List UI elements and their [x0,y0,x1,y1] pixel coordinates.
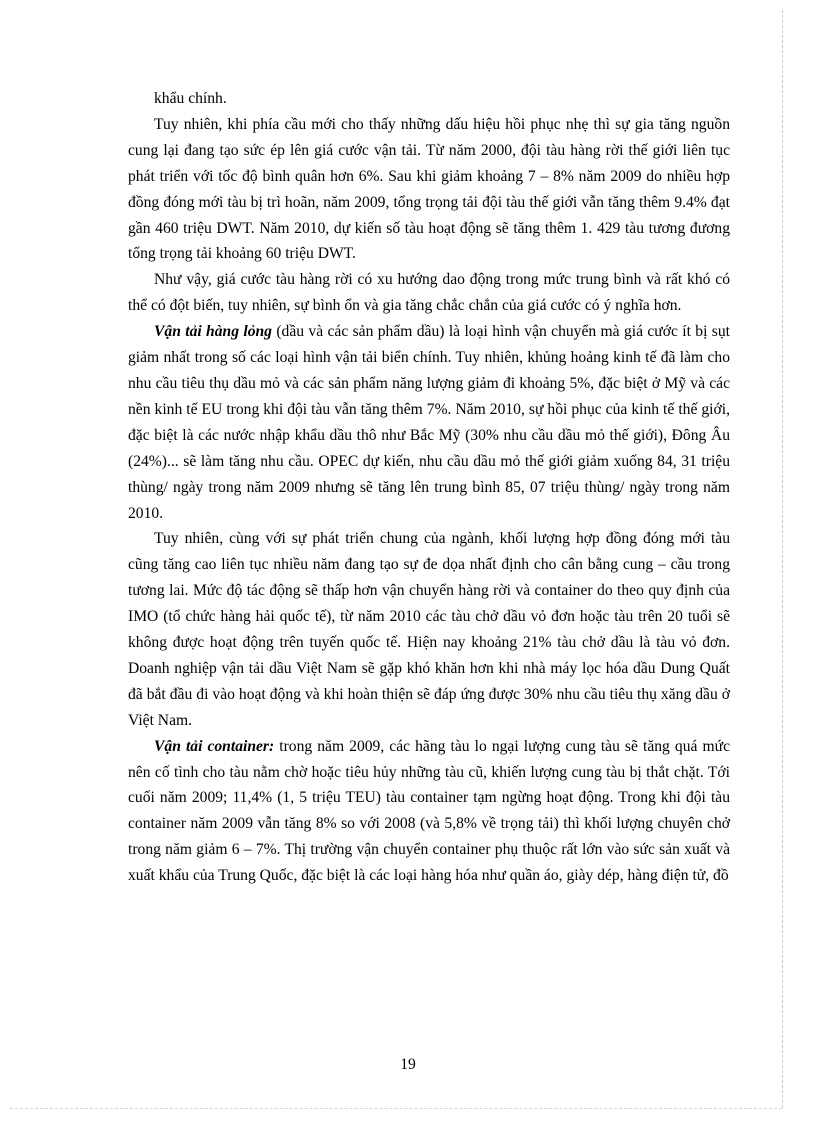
paragraph [128,112,730,267]
paragraph-lead-heading: Vận tải container: [154,737,275,755]
paragraph [128,319,730,526]
page-number: 19 [400,1056,416,1073]
paragraph-text: Tuy nhiên, cùng với sự phát triển chung của ngành, khối lượng hợp đồng đóng mới tàu cũng tăng cao liên tục nhiều năm đang tạo sự đe dọa nhất định cho cân bằng cung – cầu trong tương lai. Mức độ tác động sẽ thấp hơn vận chuyển hàng rời và container do theo quy định của IMO (tổ chức hàng hải quốc tế), từ năm 2010 các tàu chở dầu vỏ đơn hoặc tàu trên 20 tuổi sẽ không được hoạt động trên tuyến quốc tế. Hiện nay khoảng 21% tàu chở dầu là tàu vỏ đơn. Doanh nghiệp vận tải dầu Việt Nam sẽ gặp khó khăn hơn khi nhà máy lọc hóa dầu Dung Quất đã bắt đầu đi vào hoạt động và khi hoàn thiện sẽ đáp ứng được 30% nhu cầu tiêu thụ xăng dầu ở Việt Nam. [128,530,730,729]
document-body [128,86,730,889]
paragraph-lead-heading: Vận tải hàng lỏng [154,323,272,341]
page-border-bottom [10,1108,782,1109]
paragraph [128,526,730,733]
paragraph-text: (dầu và các sản phẩm dầu) là loại hình vận chuyển mà giá cước ít bị sụt giảm nhất trong số các loại hình vận tải biển chính. Tuy nhiên, khủng hoảng kinh tế đã làm cho nhu cầu tiêu thụ dầu mỏ và các sản phẩm năng lượng giảm đi khoảng 5%, đặc biệt ở Mỹ và các nền kinh tế EU trong khi đội tàu vẫn tăng thêm 7%. Năm 2010, sự hồi phục của kinh tế thế giới, đặc biệt là các nước nhập khẩu dầu thô như Bắc Mỹ (30% nhu cầu dầu mỏ thế giới), Đông Âu (24%)... sẽ làm tăng nhu cầu. OPEC dự kiến, nhu cầu dầu mỏ thế giới giảm xuống 84, 31 triệu thùng/ ngày trong năm 2009 nhưng sẽ tăng lên trung bình 85, 07 triệu thùng/ ngày trong năm 2010. [128,323,730,522]
paragraph-text: trong năm 2009, các hãng tàu lo ngại lượng cung tàu sẽ tăng quá mức nên cố tình cho tàu nằm chờ hoặc tiêu hủy những tàu cũ, khiến lượng cung tàu bị thắt chặt. Tới cuối năm 2009; 11,4% (1, 5 triệu TEU) tàu container tạm ngừng hoạt động. Trong khi đội tàu container năm 2009 vẫn tăng 8% so với 2008 (và 5,8% về trọng tải) thì khối lượng chuyên chở trong năm giảm 6 – 7%. Thị trường vận chuyển container phụ thuộc rất lớn vào sức sản xuất và xuất khẩu của Trung Quốc, đặc biệt là các loại hàng hóa như quần áo, giày dép, hàng điện tử, đồ [128,737,730,885]
paragraph-text: Như vậy, giá cước tàu hàng rời có xu hướng dao động trong mức trung bình và rất khó có thể có đột biến, tuy nhiên, sự bình ổn và gia tăng chắc chắn của giá cước có ý nghĩa hơn. [128,271,730,315]
paragraph-text: khẩu chính. [154,90,227,107]
paragraph [128,734,730,889]
paragraph [128,267,730,319]
page-border-right [782,10,783,1108]
paragraph-text: Tuy nhiên, khi phía cầu mới cho thấy những dấu hiệu hồi phục nhẹ thì sự gia tăng nguồn cung lại đang tạo sức ép lên giá cước vận tải. Từ năm 2000, đội tàu hàng rời thế giới liên tục phát triển với tốc độ bình quân hơn 6%. Sau khi giảm khoảng 7 – 8% năm 2009 do nhiều hợp đồng đóng mới tàu bị trì hoãn, năm 2009, tổng trọng tải đội tàu thế giới vẫn tăng thêm 9.4% đạt gần 460 triệu DWT. Năm 2010, dự kiến số tàu hoạt động sẽ tăng thêm 1. 429 tàu tương đương tổng trọng tải khoảng 60 triệu DWT. [128,115,730,263]
paragraph [128,86,730,112]
